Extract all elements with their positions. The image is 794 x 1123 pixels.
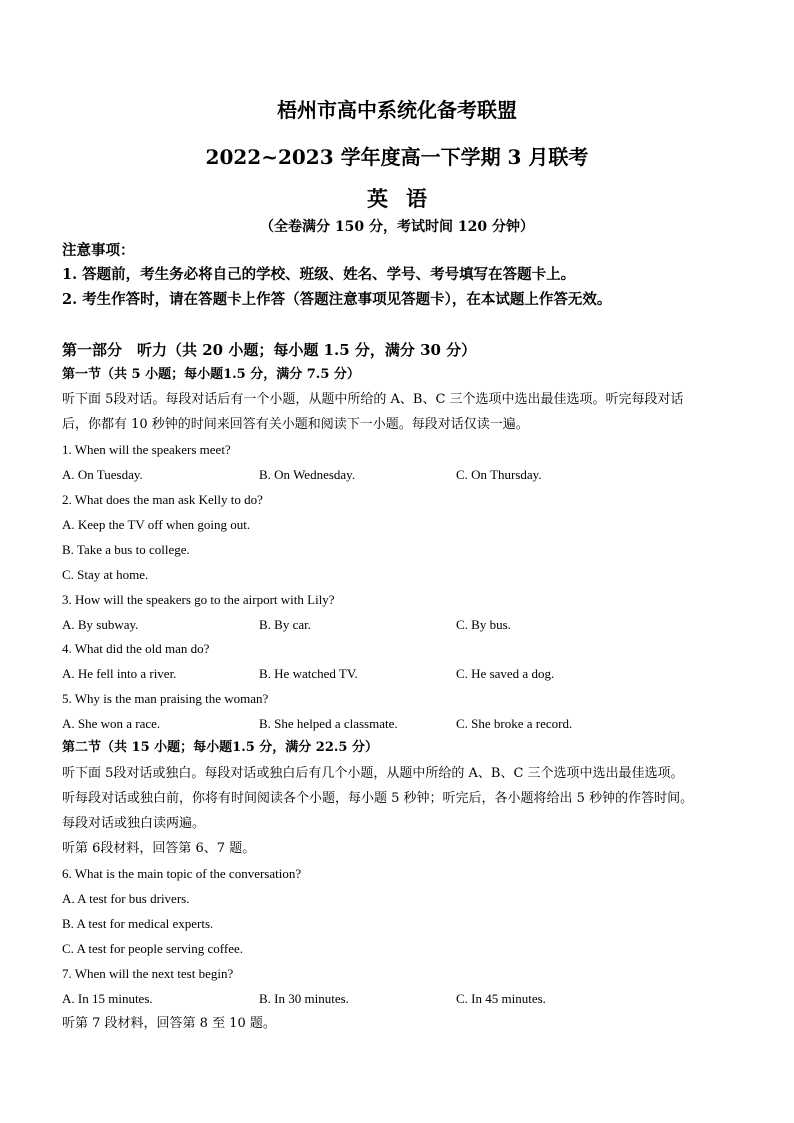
question-6-option-b: B. A test for medical experts. <box>62 916 214 931</box>
question-6-option-c: C. A test for people serving coffee. <box>62 941 243 956</box>
exam-subject: 英语 <box>367 186 445 211</box>
question-2-option-c: C. Stay at home. <box>62 567 149 582</box>
question-2-stem: 2. What does the man ask Kelly to do? <box>62 492 263 507</box>
question-3-option-b: B. By car. <box>259 617 311 632</box>
question-2-option-b: B. Take a bus to college. <box>62 542 190 557</box>
question-4-option-b: B. He watched TV. <box>259 666 358 681</box>
question-4-option-a: A. He fell into a river. <box>62 666 177 681</box>
notice-item-2: 2. 考生作答时，请在答题卡上作答（答题注意事项见答题卡），在本试题上作答无效。 <box>62 291 612 308</box>
question-5-option-b: B. She helped a classmate. <box>259 716 398 731</box>
question-7-option-b: B. In 30 minutes. <box>259 991 349 1006</box>
question-5-stem: 5. Why is the man praising the woman? <box>62 691 269 706</box>
section1-instruction-line1: 听下面 5段对话。每段对话后有一个小题，从题中所给的 A、B、C 三个选项中选出最佳选项。听完每段对话 <box>62 392 684 407</box>
material-7-instruction: 听第 7 段材料，回答第 8 至 10 题。 <box>62 1016 276 1031</box>
section1-heading: 第一节（共 5 小题；每小题1.5 分，满分 7.5 分） <box>62 367 360 382</box>
question-6-option-a: A. A test for bus drivers. <box>62 891 190 906</box>
question-4-stem: 4. What did the old man do? <box>62 641 210 656</box>
question-7-option-c: C. In 45 minutes. <box>456 991 546 1006</box>
section2-heading: 第二节（共 15 小题；每小题1.5 分，满分 22.5 分） <box>62 740 378 755</box>
question-3-stem: 3. How will the speakers go to the airport with Lily? <box>62 592 335 607</box>
part1-heading: 第一部分 听力（共 20 小题；每小题 1.5 分，满分 30 分） <box>62 341 477 359</box>
question-6-stem: 6. What is the main topic of the conversation? <box>62 866 302 881</box>
question-2-option-a: A. Keep the TV off when going out. <box>62 517 251 532</box>
section2-instruction-line1: 听下面 5段对话或独白。每段对话或独白后有几个小题，从题中所给的 A、B、C 三个选项中选出最佳选项。 <box>62 766 684 781</box>
material-6-instruction: 听第 6段材料，回答第 6、7 题。 <box>62 841 256 856</box>
question-1-option-a: A. On Tuesday. <box>62 467 143 482</box>
question-5-option-a: A. She won a race. <box>62 716 161 731</box>
notice-heading: 注意事项： <box>62 242 135 259</box>
section2-instruction-line2: 听每段对话或独白前，你将有时间阅读各个小题，每小题 5 秒钟；听完后，各小题将给出 5 秒钟的作答时间。 <box>62 791 694 806</box>
section2-instruction-line3: 每段对话或独白读两遍。 <box>62 816 206 831</box>
question-3-option-a: A. By subway. <box>62 617 139 632</box>
question-5-option-c: C. She broke a record. <box>456 716 573 731</box>
question-1-option-b: B. On Wednesday. <box>259 467 356 482</box>
question-1-stem: 1. When will the speakers meet? <box>62 442 231 457</box>
question-3-option-c: C. By bus. <box>456 617 511 632</box>
exam-title-alliance: 梧州市高中系统化备考联盟 <box>277 98 517 122</box>
question-7-stem: 7. When will the next test begin? <box>62 966 234 981</box>
question-4-option-c: C. He saved a dog. <box>456 666 555 681</box>
question-1-option-c: C. On Thursday. <box>456 467 542 482</box>
exam-title-term: 2022~2023 学年度高一下学期 3 月联考 <box>205 145 589 169</box>
question-7-option-a: A. In 15 minutes. <box>62 991 153 1006</box>
notice-item-1: 1. 答题前，考生务必将自己的学校、班级、姓名、学号、考号填写在答题卡上。 <box>62 266 576 283</box>
exam-score-info: （全卷满分 150 分，考试时间 120 分钟） <box>260 219 534 235</box>
section1-instruction-line2: 后，你都有 10 秒钟的时间来回答有关小题和阅读下一小题。每段对话仅读一遍。 <box>62 417 529 432</box>
